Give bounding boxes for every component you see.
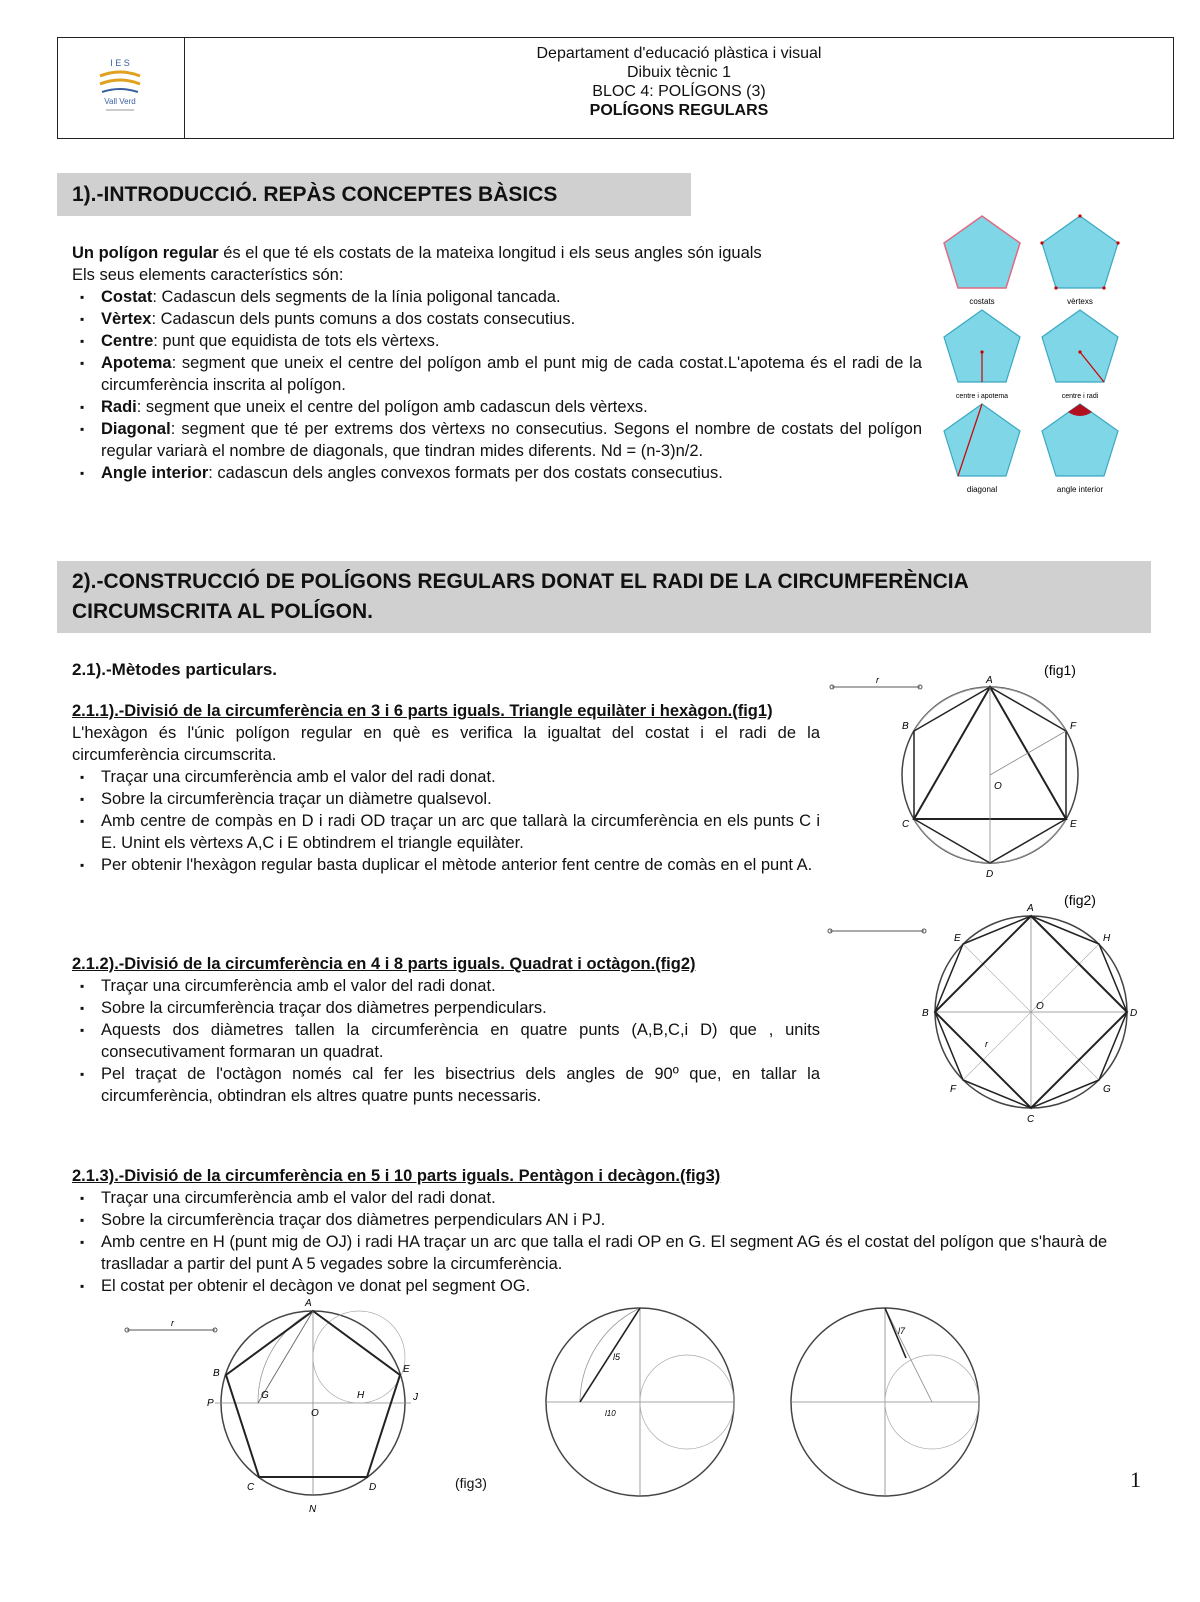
svg-text:E: E (1070, 819, 1077, 830)
svg-text:E: E (954, 933, 961, 944)
svg-text:A: A (305, 1298, 312, 1309)
subsection-2-1-3-title: 2.1.3).-Divisió de la circumferència en 5 i 10 parts iguals. Pentàgon i decàgon.(fig3) (72, 1167, 721, 1185)
svg-text:O: O (994, 781, 1002, 792)
figure-3-caption: (fig3) (455, 1475, 487, 1491)
svg-text:l10: l10 (605, 1409, 616, 1418)
section-1-text (72, 242, 922, 286)
svg-text:C: C (902, 819, 910, 830)
svg-text:C: C (1027, 1114, 1035, 1125)
svg-text:F: F (950, 1084, 957, 1095)
figure-1-caption: (fig1) (1044, 662, 1076, 678)
page-number: 1 (1130, 1467, 1141, 1492)
intro-line (72, 242, 922, 264)
section-1-heading: 1).-INTRODUCCIÓ. REPÀS CONCEPTES BÀSICS (57, 173, 691, 216)
svg-text:r: r (985, 1039, 988, 1049)
subsection-2-1-2 (72, 953, 820, 1107)
intro-term: Un polígon regular (72, 244, 219, 262)
figure-3b-side-lengths (545, 1300, 735, 1500)
svg-text:D: D (986, 869, 994, 880)
subsection-2-1-1 (72, 700, 820, 876)
svg-text:H: H (357, 1390, 365, 1401)
svg-text:F: F (1070, 721, 1077, 732)
svg-text:P: P (207, 1398, 214, 1409)
list-item: ▪ Angle interior: cadascun dels angles convexos formats per dos costats consecutius. (72, 462, 922, 484)
pentagon-angle-interior (1042, 404, 1118, 494)
pentagon-apotema (944, 310, 1020, 400)
svg-text:diagonal: diagonal (966, 485, 998, 494)
subsection-2-1-3 (72, 1165, 1152, 1297)
svg-text:angle interior: angle interior (1056, 485, 1104, 494)
list-item: ▪ Radi: segment que uneix el centre del polígon amb cadascun dels vèrtexs. (72, 396, 922, 418)
svg-text:r: r (876, 675, 879, 685)
list-item: ▪ Amb centre de compàs en D i radi OD traçar un arc que tallarà la circumferència en els punts C i E. Unint els vèrtexs A,C i E obtindrem el triangle equilàter. (72, 810, 820, 854)
logo-name: Vall Verd (104, 97, 136, 106)
list-item: ▪ Aquests dos diàmetres tallen la circumferència en quatre punts (A,B,C,i D) que , units consecutivament formaran un quadrat. (72, 1019, 820, 1063)
svg-text:vèrtexs: vèrtexs (1067, 297, 1093, 306)
svg-text:centre i apotema: centre i apotema (955, 393, 1009, 400)
svg-text:H: H (1103, 933, 1111, 944)
subsection-2-1-1-title: 2.1.1).-Divisió de la circumferència en 3 i 6 parts iguals. Triangle equilàter i hexàgon.(fig1) (72, 702, 773, 720)
svg-text:l7: l7 (898, 1326, 906, 1336)
list-item: ▪ Sobre la circumferència traçar dos diàmetres perpendiculars AN i PJ. (72, 1209, 1152, 1231)
pentagon-vertexs (1040, 214, 1119, 306)
document-header (57, 37, 1174, 139)
list-item: ▪ Traçar una circumferència amb el valor del radi donat. (72, 975, 820, 997)
svg-text:G: G (1103, 1084, 1111, 1095)
svg-text:O: O (1036, 1001, 1044, 1012)
list-item: ▪ El costat per obtenir el decàgon ve donat pel segment OG. (72, 1275, 1152, 1297)
elements-list (72, 286, 922, 484)
svg-text:J: J (413, 1392, 418, 1403)
list-item: ▪ Centre: punt que equidista de tots els vèrtexs. (72, 330, 922, 352)
svg-text:A: A (1027, 903, 1034, 914)
list-item: ▪ Costat: Cadascun dels segments de la línia poligonal tancada. (72, 286, 922, 308)
intro-line-2: Els seus elements característics són: (72, 266, 344, 284)
pentagon-radi (1042, 310, 1118, 400)
subsection-2-1-2-title: 2.1.2).-Divisió de la circumferència en 4 i 8 parts iguals. Quadrat i octàgon.(fig2) (72, 955, 696, 973)
svg-text:C: C (247, 1482, 255, 1493)
logo-letters: I E S (110, 58, 130, 68)
course-name: Dibuix tècnic 1 (626, 64, 732, 81)
figure-3-pentagon-construction (115, 1290, 435, 1520)
svg-text:l5: l5 (613, 1352, 621, 1362)
section-2-title-line-1: 2).-CONSTRUCCIÓ DE POLÍGONS REGULARS DONAT EL RADI DE LA CIRCUMFERÈNCIA (72, 570, 969, 593)
list-item: ▪ Per obtenir l'hexàgon regular basta duplicar el mètode anterior fent centre de comàs en el punt A. (72, 854, 820, 876)
header-text (185, 44, 1173, 120)
svg-text:A: A (986, 675, 993, 686)
pentagon-costats (944, 216, 1020, 306)
department-name: Departament d'educació plàstica i visual (536, 45, 822, 62)
figure-2-square-octagon (820, 885, 1150, 1125)
subsection-2-1-title: 2.1).-Mètodes particulars. (72, 660, 278, 679)
subsection-2-1-2-list (72, 975, 820, 1107)
svg-text:B: B (902, 721, 909, 732)
subsection-2-1-1-paragraph: L'hexàgon és l'únic polígon regular en què es verifica la igualtat del costat i el radi de la circumferència circumscrita. (72, 724, 820, 764)
list-item: ▪ Traçar una circumferència amb el valor del radi donat. (72, 1187, 1152, 1209)
pentagon-elements-figure (940, 212, 1150, 512)
list-item: ▪ Diagonal: segment que té per extrems dos vèrtexs no consecutius. Segons el nombre de costats del polígon regular variarà el nombre de diagonals, que tindran mides diferents. Nd = (n-3)n/2. (72, 418, 922, 462)
svg-text:E: E (403, 1364, 410, 1375)
list-item: ▪ Apotema: segment que uneix el centre del polígon amb el punt mig de cada costat.L'apotema és el radi de la circumferència inscrita al polígon. (72, 352, 922, 396)
section-2-title-line-2: CIRCUMSCRITA AL POLÍGON. (72, 600, 373, 623)
block-title: BLOC 4: POLÍGONS (3) (592, 83, 766, 100)
subsection-2-1-3-list (72, 1187, 1152, 1297)
list-item: ▪ Amb centre en H (punt mig de OJ) i radi HA traçar un arc que talla el radi OP en G. El segment AG és el costat del polígon que s'haurà de traslladar a partir del punt A 5 vegades sobre la circumferència. (72, 1231, 1152, 1275)
list-item: ▪ Sobre la circumferència traçar dos diàmetres perpendiculars. (72, 997, 820, 1019)
svg-text:costats: costats (969, 297, 995, 306)
list-item: ▪ Pel traçat de l'octàgon només cal fer les bisectrius dels angles de 90º que, en tallar la circumferència, obtindran els altres quatre punts necessaris. (72, 1063, 820, 1107)
list-item: ▪ Sobre la circumferència traçar un diàmetre qualsevol. (72, 788, 820, 810)
school-logo (58, 38, 185, 138)
svg-text:B: B (922, 1008, 929, 1019)
figure-3c-heptagon-side (790, 1300, 980, 1500)
figure-2-caption: (fig2) (1064, 892, 1096, 908)
section-2-heading (57, 561, 1151, 633)
svg-text:centre i radi: centre i radi (1061, 393, 1099, 400)
unit-title: POLÍGONS REGULARS (589, 102, 769, 119)
pentagon-diagonal (944, 404, 1020, 494)
list-item: ▪ Traçar una circumferència amb el valor del radi donat. (72, 766, 820, 788)
svg-text:D: D (1130, 1008, 1138, 1019)
figure-1-hexagon-triangle (820, 655, 1100, 885)
svg-text:r: r (171, 1318, 174, 1328)
subsection-2-1-1-list (72, 766, 820, 876)
svg-text:B: B (213, 1368, 220, 1379)
svg-text:D: D (369, 1482, 377, 1493)
svg-text:N: N (309, 1504, 317, 1515)
intro-definition: és el que té els costats de la mateixa longitud i els seus angles són iguals (218, 244, 762, 262)
svg-text:O: O (311, 1408, 319, 1419)
svg-text:G: G (261, 1390, 269, 1401)
list-item: ▪ Vèrtex: Cadascun dels punts comuns a dos costats consecutius. (72, 308, 922, 330)
